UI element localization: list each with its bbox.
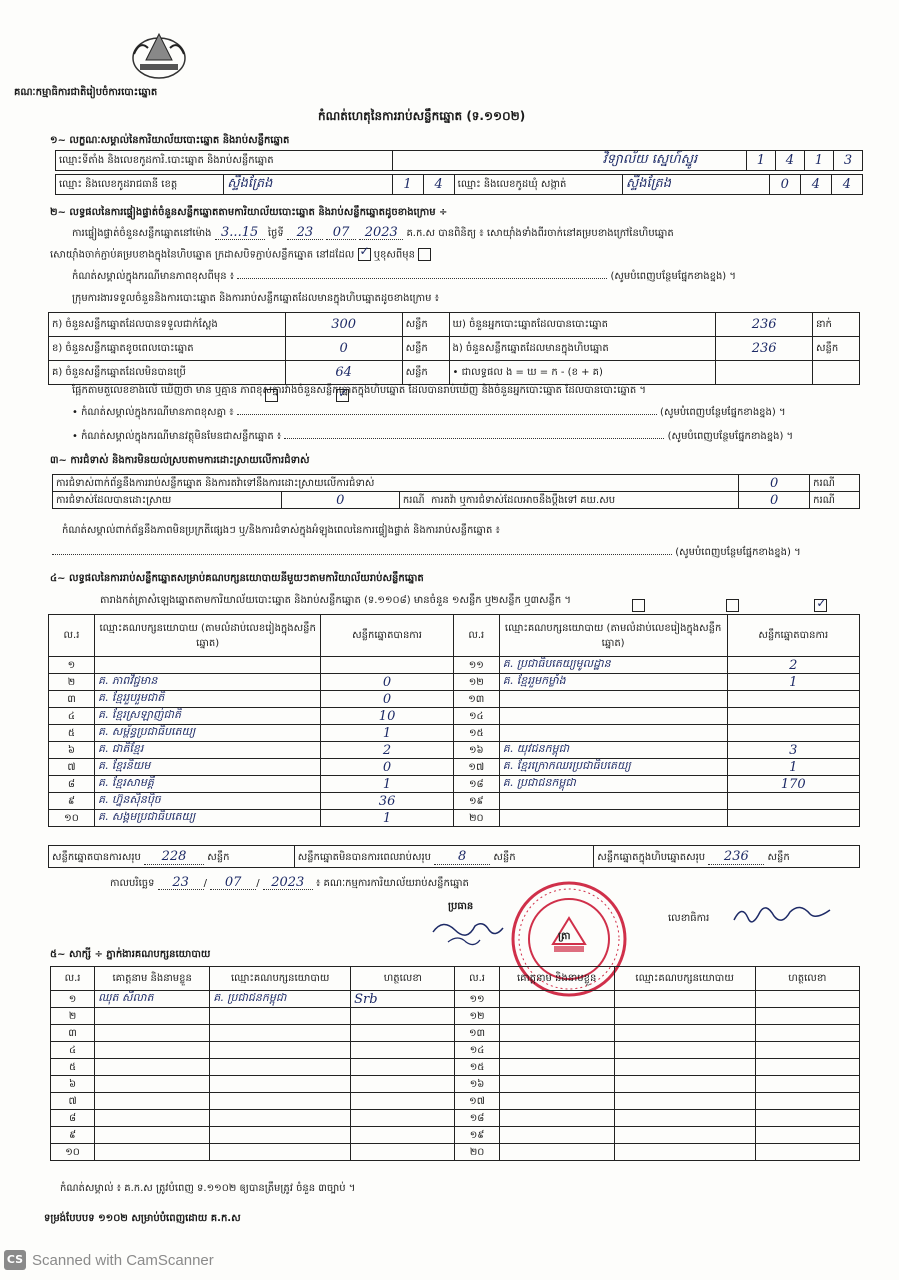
witness-name (95, 1076, 210, 1093)
objection-label: ការជំទាស់ពាក់ព័ន្ធនឹងការរាប់សន្លឹកឆ្នោត និងការតវ៉ាទៅនឹងការដោះស្រាយលើការជំទាស់ (53, 475, 739, 492)
witness-name (499, 991, 614, 1008)
witness-party (210, 1059, 351, 1076)
witness-signature (351, 1042, 455, 1059)
count-left-value: 0 (285, 337, 402, 361)
count-left-label: ខ) ចំនួនសន្លឹកឆ្នោតខូចពេលបោះឆ្នោត (49, 337, 286, 361)
party-row (49, 742, 860, 759)
witness-row (51, 1008, 860, 1025)
witness-party (614, 1059, 755, 1076)
party-number: ១៧ (453, 759, 499, 776)
location-value: វិទ្យាល័យ ស្នេហ៍ស្នូរ (600, 151, 747, 171)
party-votes: 10 (321, 708, 453, 725)
witness-number: ៦ (51, 1076, 95, 1093)
party-name: គ. ខ្មែរក្រោកឈរប្រជាធិបតេយ្យ (499, 759, 727, 776)
form-title: កំណត់ហេតុនៃការរាប់សន្លឹកឆ្នោត (ទ.១១០២) (318, 109, 526, 123)
witness-name (95, 1008, 210, 1025)
commune-label: ឈ្មោះ និងលេខកូដឃុំ សង្កាត់ (454, 175, 622, 195)
witness-party (614, 991, 755, 1008)
witness-number: ១១ (455, 991, 499, 1008)
province-table (55, 174, 863, 195)
witness-party (210, 1110, 351, 1127)
count-right-label: ឃ) ចំនួនអ្នកបោះឆ្នោតដែលបានបោះឆ្នោត (449, 313, 716, 337)
party-row (49, 793, 860, 810)
party-votes: 2 (321, 742, 453, 759)
party-name: គ. យុវជនកម្ពុជា (499, 742, 727, 759)
stamp-label: ត្រា (558, 931, 571, 942)
section4-heading: ៤~ លទ្ធផលនៃការរាប់សន្លឹកឆ្នោតសម្រាប់គណបក្សនយោបាយនីមួយៗតាមការិយាល័យរាប់សន្លឹកឆ្នោត (50, 573, 424, 584)
box-total-value: 236 (708, 849, 764, 865)
party-votes: 1 (321, 725, 453, 742)
party-number: ៦ (49, 742, 95, 759)
same-checkbox[interactable] (358, 248, 371, 261)
witness-signature (351, 1008, 455, 1025)
party-votes: 1 (321, 776, 453, 793)
witness-number: ១៣ (455, 1025, 499, 1042)
province-code-digit: 4 (423, 175, 454, 195)
party-number: ៩ (49, 793, 95, 810)
count-left-value: 64 (285, 361, 402, 385)
party-row (49, 708, 860, 725)
witness-row (51, 1025, 860, 1042)
witness-name (499, 1093, 614, 1110)
witness-name (95, 1144, 210, 1161)
witness-name (95, 1059, 210, 1076)
witness-signature (755, 1025, 859, 1042)
one-sheet-checkbox[interactable] (632, 599, 645, 612)
party-result-table: ល.រ ឈ្មោះគណបក្សនយោបាយ (តាមលំដាប់លេខរៀងក្នុងសន្លឹកឆ្នោត) សន្លឹកឆ្នោតបានការ ល.រ ឈ្មោះគណបក្សនយោបាយ (តាមលំដាប់លេខរៀងក្នុងសន្លឹកឆ្នោត) សន្លឹកឆ្នោតបានការ ១ ១១ គ. ប្រជាធិបតេយ្យមូលដ្ឋាន 2 ២ គ. ភាពវិជ្ជមាន 0 ១២ គ. ខ្មែររួមកម្លាំង 1 ៣ គ. ខ្មែររួបរួមជាតិ 0 ១៣ ៤ គ. ខ្មែរស្រឡាញ់ជាតិ 10 ១៤ ៥ គ. សម្ព័ន្ធប្រជាធិបតេយ្យ 1 ១៥ ៦ គ. ជាតិខ្មែរ 2 ១៦ គ. យុវជនកម្ពុជា 3 ៧ គ. ខ្មែរនិយម 0 ១៧ គ. ខ្មែរក្រោកឈរប្រជាធិបតេយ្យ 1 ៨ គ. ខ្មែរសាមគ្គី 1 ១៨ គ. ប្រជាជនកម្ពុជា 170 ៩ គ. ហ្វ៊ុនស៊ិនប៉ិច 36 ១៩ ១០ គ. សង្គមប្រជាធិបតេយ្យ 1 ២០ (48, 614, 860, 827)
party-number: ៤ (49, 708, 95, 725)
party-name: គ. ជាតិខ្មែរ (94, 742, 320, 759)
chief-label: ប្រធាន (448, 901, 474, 912)
section1-heading: ១~ លក្ខណៈសម្គាល់នៃការិយាល័យបោះឆ្នោត និងរាប់សន្លឹកឆ្នោត (50, 135, 290, 146)
witness-signature (755, 1127, 859, 1144)
party-votes: 3 (727, 742, 860, 759)
party-number: ២០ (453, 810, 499, 827)
count-right-unit: សន្លឹក (813, 337, 860, 361)
witness-name: ឈុត សីលាត (95, 991, 210, 1008)
has-difference-checkbox[interactable] (265, 389, 278, 402)
witness-number: ២០ (455, 1144, 499, 1161)
witness-number: ១៩ (455, 1127, 499, 1144)
section2-heading: ២~ លទ្ធផលនៃការផ្ទៀងផ្ទាត់ចំនួនសន្លឹកឆ្នោតតាមការិយាល័យបោះឆ្នោត និងរាប់សន្លឹកឆ្នោតដូចខាងក្រោម ÷ (50, 207, 448, 218)
witness-name (499, 1144, 614, 1161)
witness-signature (755, 1076, 859, 1093)
party-name: គ. ខ្មែរនិយម (94, 759, 320, 776)
party-number: ១២ (453, 674, 499, 691)
witness-table: ល.រ គោត្តនាម និងនាមខ្លួន ឈ្មោះគណបក្សនយោបាយ ហត្ថលេខា ល.រ គោត្តនាម និងនាមខ្លួន ឈ្មោះគណបក្សនយោបាយ ហត្ថលេខា ១ ឈុត សីលាត គ. ប្រជាជនកម្ពុជា Srb ១១ ២ ១២ ៣ ១៣ ៤ ១៤ ៥ ១៥ ៦ ១៦ ៧ ១៧ ៨ ១៨ ៩ ១៩ ១០ ២០ (50, 966, 860, 1161)
witness-row (51, 1144, 860, 1161)
party-name: គ. ប្រជាធិបតេយ្យមូលដ្ឋាន (499, 657, 727, 674)
witness-name (95, 1042, 210, 1059)
verify-year: 2023 (359, 226, 403, 240)
party-number: ១៣ (453, 691, 499, 708)
verify-day: 23 (287, 226, 323, 240)
commune-code-digit: 4 (831, 175, 862, 195)
witness-name (95, 1127, 210, 1144)
verify-line: ការផ្ទៀងផ្ទាត់ចំនួនសន្លឹកឆ្នោតនៅម៉ោង 3...15 ថ្ងៃទី 23 07 2023 គ.ក.ស បានពិនិត្យ ៖ សោយ៉ាំងទាំងពីរចាក់នៅគម្របខាងក្រៅនៃហិបឆ្នោត (72, 225, 674, 240)
party-row (49, 725, 860, 742)
party-number: ១១ (453, 657, 499, 674)
national-emblem-icon (126, 20, 192, 82)
verify-time: 3...15 (215, 226, 265, 240)
count-row (49, 337, 860, 361)
made-month: 07 (210, 876, 256, 890)
changed-checkbox[interactable] (418, 248, 431, 261)
party-name: គ. សង្គមប្រជាធិបតេយ្យ (94, 810, 320, 827)
made-year: 2023 (263, 876, 313, 890)
party-votes: 1 (321, 810, 453, 827)
party-name: គ. ខ្មែរស្រឡាញ់ជាតិ (94, 708, 320, 725)
bullet-difference: • កំណត់សម្គាល់ក្នុងករណីមានភាពខុសគ្នា ៖ (សូមបំពេញបន្ថែមផ្នែកខាងខ្នង) ។ (72, 407, 786, 418)
witness-party (614, 1110, 755, 1127)
commune-code-digit: 4 (800, 175, 831, 195)
party-name: គ. ហ្វ៊ុនស៊ិនប៉ិច (94, 793, 320, 810)
witness-number: ៥ (51, 1059, 95, 1076)
witness-party (614, 1127, 755, 1144)
party-name: គ. ខ្មែរសាមគ្គី (94, 776, 320, 793)
party-row (49, 657, 860, 674)
count-left-unit: សន្លឹក (402, 361, 449, 385)
witness-party (210, 1025, 351, 1042)
committee-name: គណៈកម្មាធិការជាតិរៀបចំការបោះឆ្នោត (14, 87, 158, 98)
seal-line: សោយ៉ាំងចាក់ភ្ជាប់គម្របខាងក្នុងនៃហិបឆ្នោត ក្រដាសបិទភ្ជាប់សន្លឹកឆ្នោត នៅដដែល ✓ ឬខុសពីមុន (50, 248, 431, 262)
valid-total-value: 228 (144, 849, 204, 865)
witness-number: ១៤ (455, 1042, 499, 1059)
intro-line: ក្រុមការងារទទួលចំនួននិងការបោះឆ្នោត និងការរាប់សន្លឹកឆ្នោតដែលមានក្នុងហិបឆ្នោតដូចខាងក្រោម ៖ (72, 293, 440, 304)
witness-number: ១០ (51, 1144, 95, 1161)
witness-party (210, 1093, 351, 1110)
party-number: ១៩ (453, 793, 499, 810)
sheet-count-line: តារាងកត់ត្រាសំឡេងឆ្នោតតាមការិយាល័យបោះឆ្នោត និងរាប់សន្លឹកឆ្នោត (ទ.១១០៨) មានចំនួន ១សន្លឹក ឬ២សន្លឹក ឬ៣សន្លឹក ។ (100, 595, 572, 606)
party-votes: 170 (727, 776, 860, 793)
witness-signature (755, 1144, 859, 1161)
location-code-digit: 4 (775, 151, 804, 171)
appeal-value: 0 (739, 492, 810, 509)
witness-party (614, 1093, 755, 1110)
count-left-label: ក) ចំនួនសន្លឹកឆ្នោតដែលបានទទួលជាក់ស្តែង (49, 313, 286, 337)
witness-name (95, 1025, 210, 1042)
witness-signature (351, 1127, 455, 1144)
witness-row (51, 1059, 860, 1076)
party-number: ១៥ (453, 725, 499, 742)
count-right-value: 236 (716, 313, 813, 337)
party-row (49, 776, 860, 793)
witness-signature (755, 1093, 859, 1110)
witness-party (210, 1008, 351, 1025)
witness-signature (755, 991, 859, 1008)
camscanner-logo-icon: CS (4, 1250, 26, 1270)
witness-number: ១៨ (455, 1110, 499, 1127)
witness-party (614, 1025, 755, 1042)
secretary-signature-icon (730, 900, 840, 928)
witness-signature (755, 1110, 859, 1127)
party-name (499, 691, 727, 708)
witness-number: ៧ (51, 1093, 95, 1110)
footer-note: កំណត់សម្គាល់ ៖ គ.ក.ស ត្រូវបំពេញ ទ.១១០២ ឲ្យបានត្រឹមត្រូវ ចំនួន ៣ច្បាប់ ។ (60, 1183, 356, 1194)
count-right-value (716, 361, 813, 385)
witness-signature (755, 1008, 859, 1025)
witness-name (499, 1025, 614, 1042)
party-votes: 1 (727, 674, 860, 691)
count-left-value: 300 (285, 313, 402, 337)
witness-name (499, 1127, 614, 1144)
location-code-digit: 1 (804, 151, 833, 171)
witness-number: ៨ (51, 1110, 95, 1127)
party-row (49, 810, 860, 827)
party-votes: 1 (727, 759, 860, 776)
invalid-total-value: 8 (434, 849, 490, 865)
party-name: គ. ខ្មែររួមកម្លាំង (499, 674, 727, 691)
irregularity-note-line: (សូមបំពេញបន្ថែមផ្នែកខាងខ្នង) ។ (52, 546, 801, 559)
witness-signature (351, 1059, 455, 1076)
count-row (49, 313, 860, 337)
witness-row (51, 1093, 860, 1110)
made-day: 23 (158, 876, 204, 890)
count-right-label: ង) ចំនួនសន្លឹកឆ្នោតដែលមានក្នុងហិបឆ្នោត (449, 337, 716, 361)
party-votes: 2 (727, 657, 860, 674)
witness-name (499, 1110, 614, 1127)
party-number: ៣ (49, 691, 95, 708)
witness-name (499, 1059, 614, 1076)
location-code-digit: 3 (833, 151, 862, 171)
party-name: គ. ប្រជាជនកម្ពុជា (499, 776, 727, 793)
camscanner-watermark (4, 1250, 214, 1270)
difference-note-line: កំណត់សម្គាល់ក្នុងករណីមានភាពខុសពីមុន ៖ (សូមបំពេញបន្ថែមផ្នែកខាងខ្នង) ។ (72, 271, 736, 282)
no-difference-checkbox[interactable] (336, 389, 349, 402)
party-number: ៥ (49, 725, 95, 742)
box-total-label: សន្លឹកឆ្នោតក្នុងហិបឆ្នោតសរុប (597, 851, 706, 863)
party-number: ១៤ (453, 708, 499, 725)
count-right-value: 236 (716, 337, 813, 361)
witness-party: គ. ប្រជាជនកម្ពុជា (210, 991, 351, 1008)
objection-table: ការជំទាស់ពាក់ព័ន្ធនឹងការរាប់សន្លឹកឆ្នោត និងការតវ៉ាទៅនឹងការដោះស្រាយលើការជំទាស់ 0 ករណី ការជំទាស់ដែលបានដោះស្រាយ 0 ករណី ការតវ៉ា ឬការជំទាស់ដែលអាចនឹងប្តឹងទៅ គឃ.សប 0 ករណី (52, 474, 860, 509)
location-code-digit: 1 (746, 151, 775, 171)
party-votes (727, 691, 860, 708)
witness-name (499, 1008, 614, 1025)
party-name (499, 810, 727, 827)
party-name: គ. សម្ព័ន្ធប្រជាធិបតេយ្យ (94, 725, 320, 742)
party-votes (321, 657, 453, 674)
party-votes: 0 (321, 691, 453, 708)
invalid-total-label: សន្លឹកឆ្នោតមិនបានការពេលរាប់សរុប (297, 851, 431, 863)
witness-signature (351, 1144, 455, 1161)
witness-number: ២ (51, 1008, 95, 1025)
witness-number: ១៦ (455, 1076, 499, 1093)
witness-row (51, 1042, 860, 1059)
witness-name (499, 1076, 614, 1093)
party-number: ៨ (49, 776, 95, 793)
location-label: ឈ្មោះទីតាំង និងលេខកូដការិ.បោះឆ្នោត និងរាប់សន្លឹកឆ្នោត (56, 151, 393, 171)
party-number: ១០ (49, 810, 95, 827)
witness-row (51, 1110, 860, 1127)
bullet-foreign-object: • កំណត់សម្គាល់ក្នុងករណីមានវត្ថុមិនមែនជាសន្លឹកឆ្នោត ៖ (សូមបំពេញបន្ថែមផ្នែកខាងខ្នង) ។ (72, 431, 794, 442)
witness-signature (351, 1025, 455, 1042)
witness-row (51, 1127, 860, 1144)
count-left-label: គ) ចំនួនសន្លឹកឆ្នោតដែលមិនបានប្រើ (49, 361, 286, 385)
witness-name (95, 1093, 210, 1110)
commune-code-digit: 0 (769, 175, 800, 195)
totals-table: សន្លឹកឆ្នោតបានការសរុប 228 សន្លឹក សន្លឹកឆ្នោតមិនបានការពេលរាប់សរុប 8 សន្លឹក សន្លឹកឆ្នោតក្នុងហិបឆ្នោតសរុប 236 សន្លឹក (48, 845, 860, 868)
witness-party (614, 1008, 755, 1025)
count-right-unit: នាក់ (813, 313, 860, 337)
difference-check-line: ផ្អែកតាមតួលេខខាងលើ ឃើញថា មាន ឬគ្មាន ភាពខុសគ្នារវាងចំនួនសន្លឹកឆ្នោតក្នុងហិបឆ្នោត ដែលបានរាប់ឃើញ និងចំនួនអ្នកបោះឆ្នោត ដែលបានបោះឆ្នោត ។ (72, 385, 647, 396)
party-name (499, 708, 727, 725)
witness-number: ៣ (51, 1025, 95, 1042)
province-value: ស្ទឹងត្រែង (224, 175, 392, 195)
party-name (94, 657, 320, 674)
party-row (49, 759, 860, 776)
witness-party (614, 1076, 755, 1093)
witness-number: ១៧ (455, 1093, 499, 1110)
party-votes (727, 810, 860, 827)
ballot-count-table (48, 312, 860, 385)
party-number: ១៨ (453, 776, 499, 793)
verify-month: 07 (326, 226, 356, 240)
appeal-label: ការតវ៉ា ឬការជំទាស់ដែលអាចនឹងប្តឹងទៅ គឃ.សប (430, 494, 616, 506)
made-date-line: កាលបរិច្ឆេទ 23 / 07 / 2023 ៖ គណៈកម្មការការិយាល័យរាប់សន្លឹកឆ្នោត (110, 875, 469, 890)
party-votes (727, 708, 860, 725)
count-right-label: • ជាលទ្ធផល ង = ឃ = ក - (ខ + គ) (449, 361, 716, 385)
party-name (499, 725, 727, 742)
witness-row (51, 991, 860, 1008)
section3-heading: ៣~ ការជំទាស់ និងការមិនយល់ស្របតាមការដោះស្រាយលើការជំទាស់ (50, 455, 310, 466)
witness-signature: Srb (351, 991, 455, 1008)
party-votes: 0 (321, 674, 453, 691)
location-table (55, 150, 863, 171)
party-name (499, 793, 727, 810)
chief-signature-icon (428, 914, 508, 948)
party-number: ១៦ (453, 742, 499, 759)
party-number: ២ (49, 674, 95, 691)
party-name: គ. ខ្មែររួបរួមជាតិ (94, 691, 320, 708)
witness-party (210, 1042, 351, 1059)
party-number: ១ (49, 657, 95, 674)
party-row (49, 674, 860, 691)
party-name: គ. ភាពវិជ្ជមាន (94, 674, 320, 691)
watermark-text: Scanned with CamScanner (32, 1251, 214, 1269)
party-number: ៧ (49, 759, 95, 776)
party-votes (727, 793, 860, 810)
witness-party (210, 1127, 351, 1144)
two-sheet-checkbox[interactable] (726, 599, 739, 612)
secretary-label: លេខាធិការ (668, 913, 710, 924)
witness-number: ១៥ (455, 1059, 499, 1076)
resolved-value: 0 (281, 492, 399, 509)
form-note: ទម្រង់បែបបទ ១១០២ សម្រាប់បំពេញដោយ គ.ក.ស (44, 1213, 241, 1224)
count-right-unit (813, 361, 860, 385)
witness-signature (351, 1093, 455, 1110)
witness-party (614, 1144, 755, 1161)
witness-signature (351, 1076, 455, 1093)
party-votes: 0 (321, 759, 453, 776)
valid-total-label: សន្លឹកឆ្នោតបានការសរុប (52, 851, 141, 863)
province-code-digit: 1 (392, 175, 423, 195)
count-left-unit: សន្លឹក (402, 313, 449, 337)
witness-party (210, 1076, 351, 1093)
witness-party (614, 1042, 755, 1059)
objection-value: 0 (739, 475, 810, 492)
witness-number: ១ (51, 991, 95, 1008)
witness-name (499, 1042, 614, 1059)
party-votes: 36 (321, 793, 453, 810)
irregularity-note: កំណត់សម្គាល់ពាក់ព័ន្ធនឹងភាពមិនប្រក្រតីផ្សេងៗ ឬ/និងការជំទាស់ក្នុងអំឡុងពេលនៃការផ្ទៀងផ្ទាត់ និងការរាប់សន្លឹកឆ្នោត ៖ (62, 525, 500, 536)
three-sheet-checkbox[interactable] (814, 599, 827, 612)
resolved-label: ការជំទាស់ដែលបានដោះស្រាយ (53, 492, 282, 509)
count-left-unit: សន្លឹក (402, 337, 449, 361)
party-row (49, 691, 860, 708)
witness-number: ៩ (51, 1127, 95, 1144)
witness-number: ៤ (51, 1042, 95, 1059)
party-votes (727, 725, 860, 742)
witness-number: ១២ (455, 1008, 499, 1025)
witness-signature (351, 1110, 455, 1127)
commune-value: ស្ទឹងត្រែង (622, 175, 769, 195)
witness-signature (755, 1042, 859, 1059)
witness-name (95, 1110, 210, 1127)
witness-signature (755, 1059, 859, 1076)
witness-party (210, 1144, 351, 1161)
count-row (49, 361, 860, 385)
section5-heading: ៥~ សាក្សី ÷ ភ្នាក់ងារគណបក្សនយោបាយ (50, 949, 211, 960)
witness-row (51, 1076, 860, 1093)
province-label: ឈ្មោះ និងលេខកូដរាជធានី ខេត្ត (56, 175, 224, 195)
